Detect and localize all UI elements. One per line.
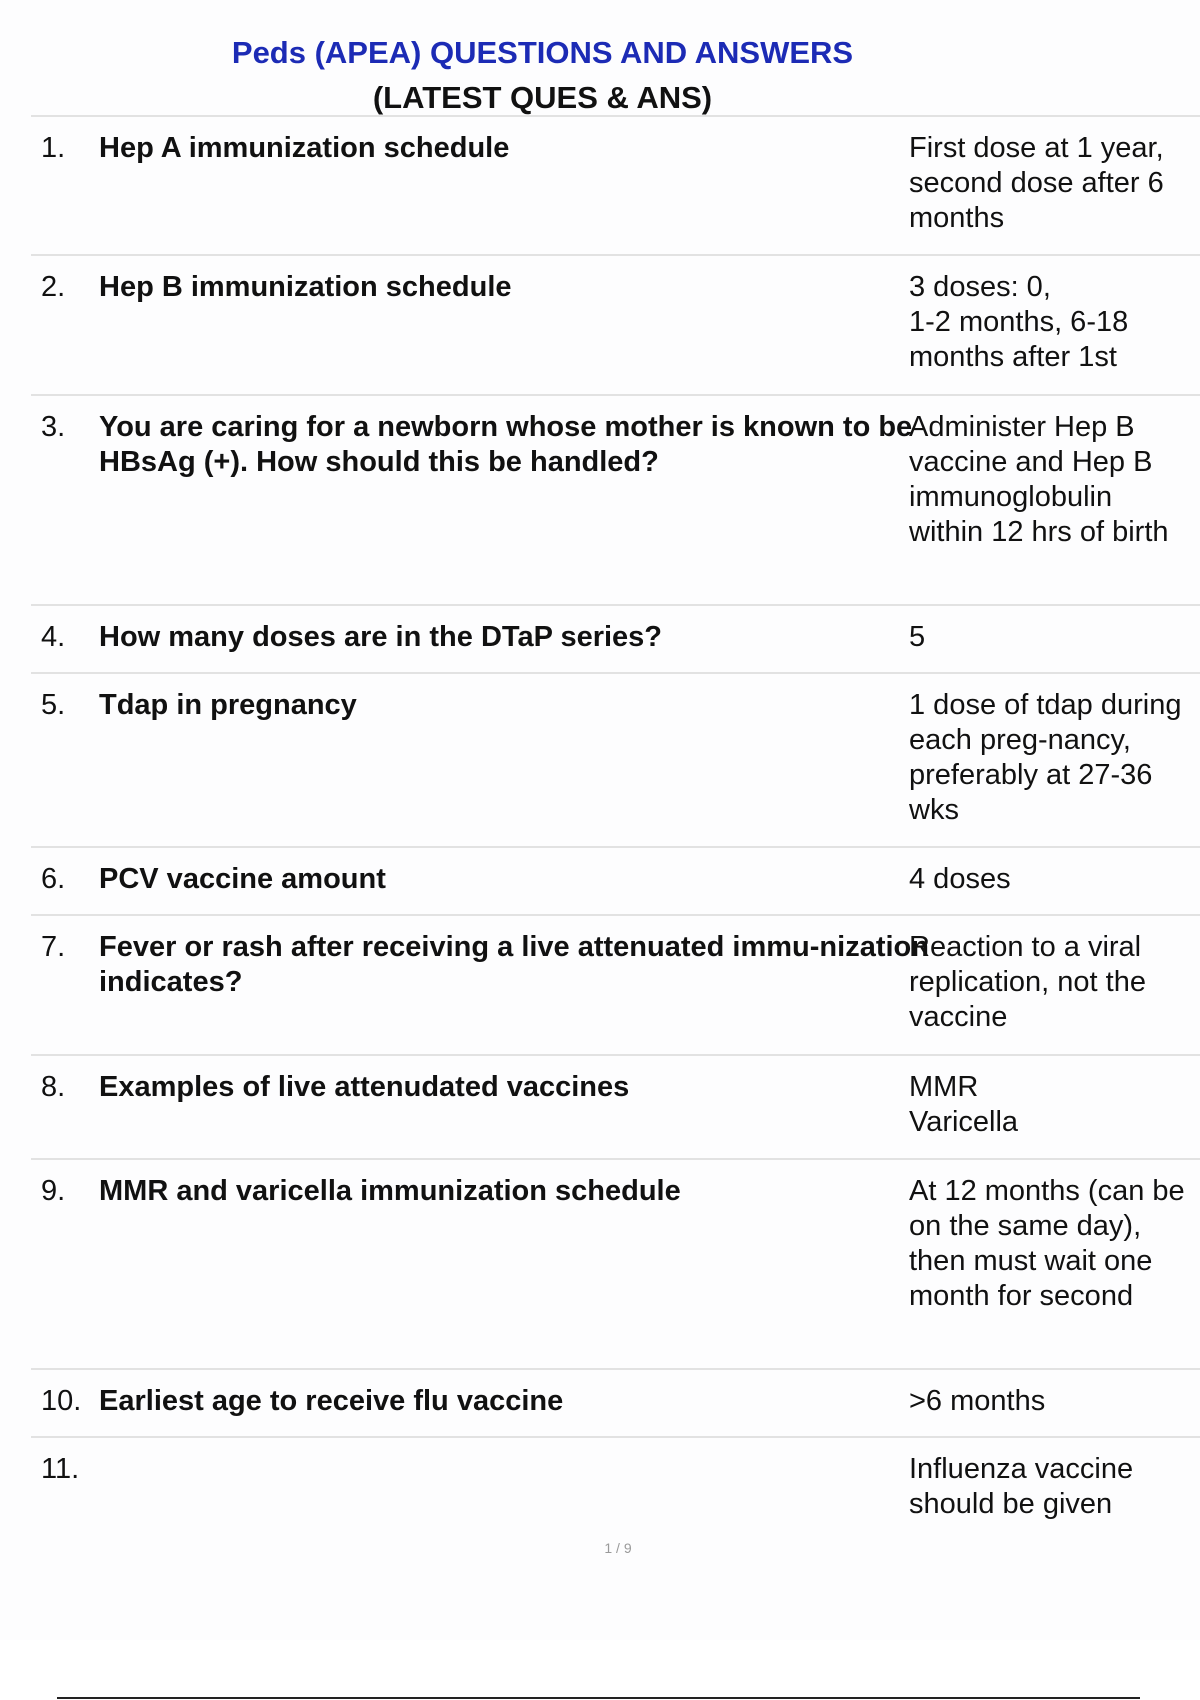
answer-text: Administer Hep B vaccine and Hep B immunoglobulin within 12 hrs of birth (909, 411, 1169, 548)
question-number: 11. (41, 1453, 80, 1485)
qa-row-8 (31, 1056, 1200, 1160)
answer-text: 5 (909, 621, 926, 653)
qa-row-3 (31, 396, 1200, 606)
document-header (0, 30, 1085, 120)
question-number: 10. (41, 1385, 82, 1417)
qa-row-2 (31, 256, 1200, 396)
answer-text: 1 dose of tdap during each preg-nancy, preferably at 27-36 wks (909, 689, 1182, 826)
question-text: Tdap in pregnancy (99, 689, 357, 721)
page-number: 1 / 9 (604, 1540, 632, 1556)
question-text: You are caring for a newborn whose mother is known to be HBsAg (+). How should this be handled? (99, 411, 913, 478)
question-text: Examples of live attenudated vaccines (99, 1071, 630, 1103)
qa-row-1 (31, 117, 1200, 256)
answer-text: At 12 months (can be on the same day), then must wait one month for second (909, 1175, 1185, 1312)
question-number: 7. (41, 931, 66, 963)
answer-text: First dose at 1 year, second dose after 6 months (909, 132, 1164, 234)
question-text: How many doses are in the DTaP series? (99, 621, 663, 653)
answer-text: 4 doses (909, 863, 1011, 895)
answer-text: 3 doses: 0, 1-2 months, 6-18 months after 1st (909, 271, 1129, 373)
question-text: Hep B immunization schedule (99, 271, 512, 303)
qa-row-9 (31, 1160, 1200, 1370)
qa-row-10 (31, 1370, 1200, 1438)
answer-text: >6 months (909, 1385, 1046, 1417)
question-number: 9. (41, 1175, 66, 1207)
question-number: 1. (41, 132, 66, 164)
question-text: Fever or rash after receiving a live attenuated immu-nization indicates? (99, 931, 929, 998)
qa-row-5 (31, 674, 1200, 848)
answer-text: Influenza vaccine should be given (909, 1453, 1134, 1520)
question-number: 3. (41, 411, 66, 443)
question-text: Earliest age to receive flu vaccine (99, 1385, 564, 1417)
qa-row-4 (31, 606, 1200, 674)
question-number: 2. (41, 271, 66, 303)
question-text: MMR and varicella immunization schedule (99, 1175, 681, 1207)
question-text: PCV vaccine amount (99, 863, 386, 895)
qa-row-6 (31, 848, 1200, 916)
question-number: 8. (41, 1071, 66, 1103)
answer-text: Reaction to a viral replication, not the vaccine (909, 931, 1146, 1033)
qa-row-7 (31, 916, 1200, 1056)
answer-text: MMR Varicella (909, 1071, 1019, 1138)
document-subtitle: (LATEST QUES & ANS) (372, 80, 713, 115)
question-number: 5. (41, 689, 66, 721)
bottom-divider (57, 1697, 1140, 1699)
qa-row-11 (31, 1438, 1200, 1538)
qa-table (31, 115, 1200, 1538)
question-number: 6. (41, 863, 66, 895)
question-text: Hep A immunization schedule (99, 132, 510, 164)
document-title: Peds (APEA) QUESTIONS AND ANSWERS (231, 35, 854, 70)
question-number: 4. (41, 621, 66, 653)
